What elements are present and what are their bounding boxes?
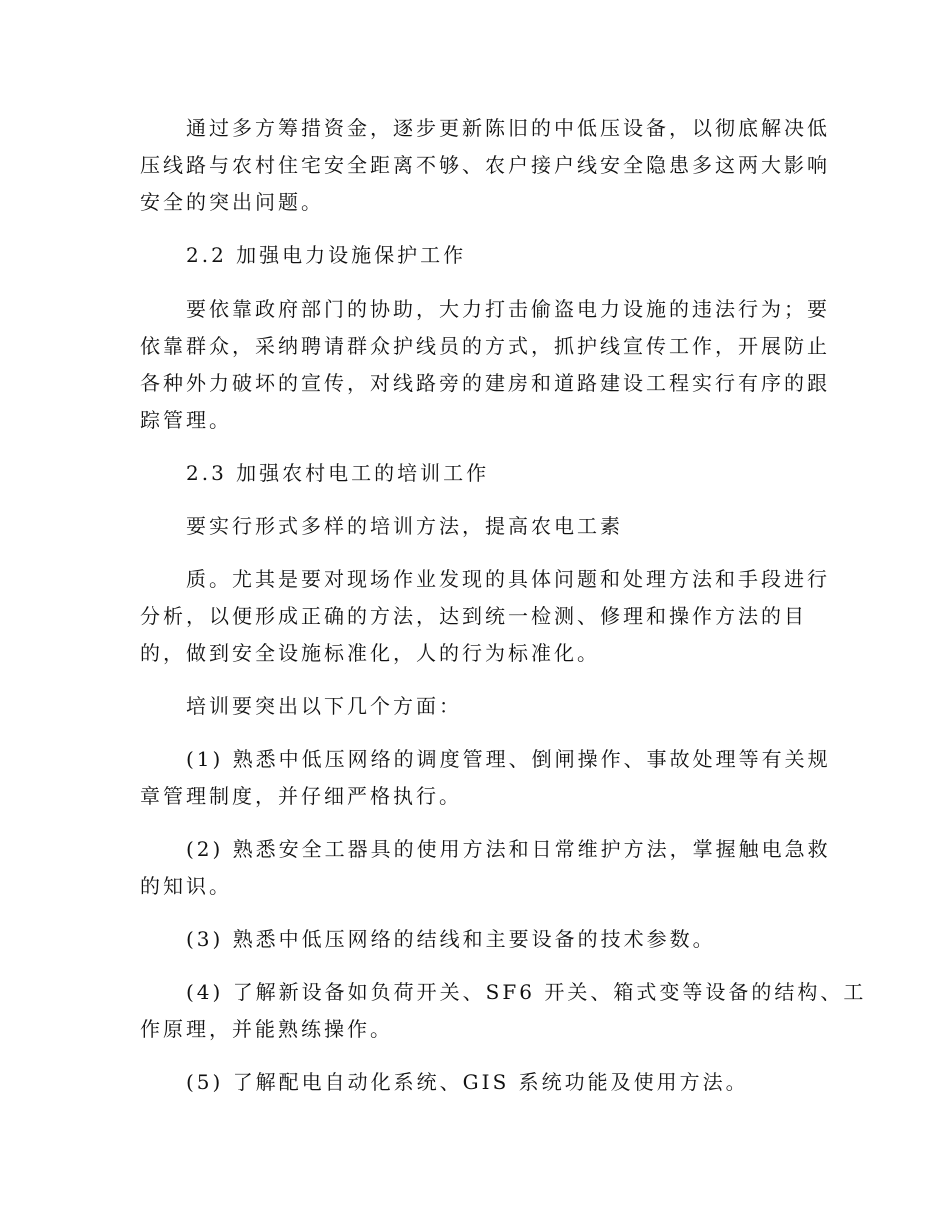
list-item-line: 作原理，并能熟练操作。 bbox=[140, 1017, 393, 1041]
paragraph-line: 依靠群众，采纳聘请群众护线员的方式，抓护线宣传工作，开展防止 bbox=[140, 334, 830, 358]
paragraph-line: 培训要突出以下几个方面： bbox=[186, 694, 462, 718]
paragraph-line: 质。尤其是要对现场作业发现的具体问题和处理方法和手段进行 bbox=[186, 567, 830, 591]
paragraph-line: 要依靠政府部门的协助，大力打击偷盗电力设施的违法行为；要 bbox=[186, 297, 830, 321]
paragraph-line: 安全的突出问题。 bbox=[140, 190, 324, 214]
paragraph-line: 分析，以便形成正确的方法，达到统一检测、修理和操作方法的目 bbox=[140, 604, 807, 628]
paragraph-line: 踪管理。 bbox=[140, 408, 232, 432]
paragraph-line: 要实行形式多样的培训方法，提高农电工素 bbox=[186, 514, 623, 538]
paragraph-line: 通过多方筹措资金，逐步更新陈旧的中低压设备，以彻底解决低 bbox=[186, 116, 830, 140]
section-heading: 2.3 加强农村电工的培训工作 bbox=[186, 461, 490, 485]
list-item-line: (2) 熟悉安全工器具的使用方法和日常维护方法，掌握触电急救 bbox=[186, 837, 831, 861]
list-item-line: 章管理制度，并仔细严格执行。 bbox=[140, 784, 462, 808]
section-heading: 2.2 加强电力设施保护工作 bbox=[186, 243, 467, 267]
list-item-line: 的知识。 bbox=[140, 874, 232, 898]
list-item-line: (3) 熟悉中低压网络的结线和主要设备的技术参数。 bbox=[186, 927, 716, 951]
paragraph-line: 的，做到安全设施标准化，人的行为标准化。 bbox=[140, 641, 600, 665]
list-item-line: (5) 了解配电自动化系统、GIS 系统功能及使用方法。 bbox=[186, 1070, 749, 1094]
list-item-line: (4) 了解新设备如负荷开关、SF6 开关、箱式变等设备的结构、工 bbox=[186, 980, 867, 1004]
paragraph-line: 压线路与农村住宅安全距离不够、农户接户线安全隐患多这两大影响 bbox=[140, 153, 830, 177]
paragraph-line: 各种外力破坏的宣传，对线路旁的建房和道路建设工程实行有序的跟 bbox=[140, 371, 830, 395]
list-item-line: (1) 熟悉中低压网络的调度管理、倒闸操作、事故处理等有关规 bbox=[186, 747, 831, 771]
